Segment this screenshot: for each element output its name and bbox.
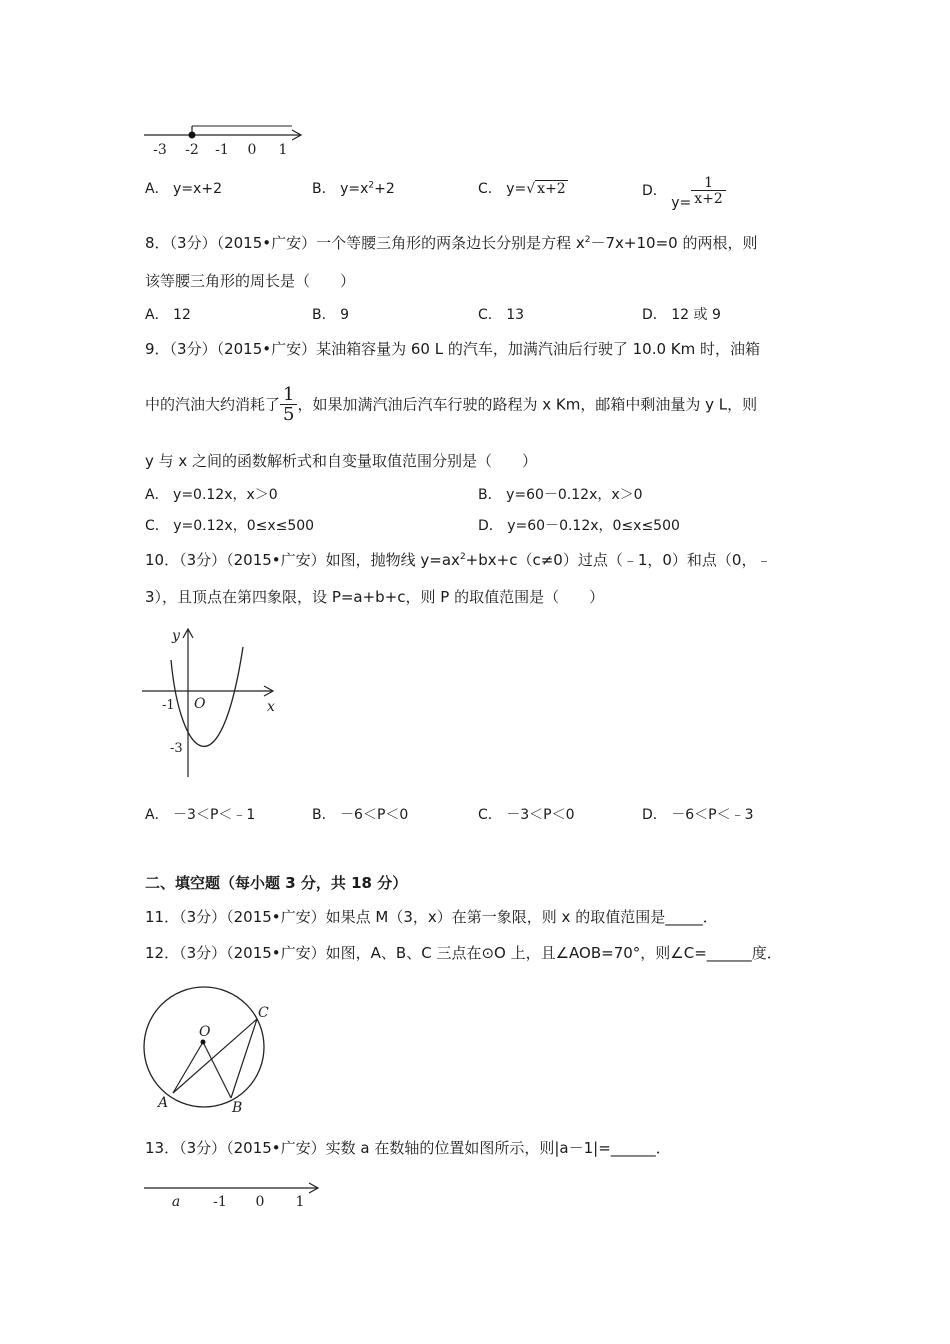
solid-point — [189, 132, 196, 139]
q13-text: 13．（3分）（2015•广安）实数 a 在数轴的位置如图所示，则|a－1|=______． — [145, 1139, 671, 1157]
q8-line-1: 8．（3分）（2015•广安）一个等腰三角形的两条边长分别是方程 $x^2-7x+10=0$ 的两根，则 — [145, 234, 758, 252]
number-line-graph-1 — [140, 118, 310, 160]
q8-option-b: B． 9 — [312, 307, 349, 323]
label-b: B — [232, 1100, 243, 1116]
q10-option-c: C． －3＜P＜0 — [478, 807, 575, 823]
q9-option-c: C． y=0.12x，0≤x≤500 — [145, 518, 315, 534]
tick-label: 1 — [278, 142, 288, 158]
label-c: C — [258, 1005, 269, 1021]
section-2-title: 二、填空题（每小题 3 分，共 18 分） — [145, 874, 408, 892]
label-a: A — [158, 1095, 169, 1111]
tick-label: -1 — [215, 142, 229, 158]
q9-option-a: A． y=0.12x，x＞0 — [145, 487, 278, 503]
tick-label: a — [171, 1194, 181, 1210]
x-tick-label: -1 — [162, 698, 175, 713]
x-axis-label: x — [267, 699, 275, 715]
q9-line-3: y 与 x 之间的函数解析式和自变量取值范围分别是（ ） — [145, 452, 538, 470]
q7-option-d: D． y= $\frac{1}{x+2}$ — [642, 176, 726, 206]
circle-figure — [138, 980, 283, 1118]
parabola-curve — [171, 647, 243, 746]
q9-line-1: 9．（3分）（2015•广安）某油箱容量为 60 L 的汽车，加满汽油后行驶了 10.0 Km 时，油箱 — [145, 340, 761, 358]
y-axis-label: y — [172, 628, 180, 644]
tick-label: 0 — [255, 1194, 265, 1210]
tick-label: -3 — [153, 142, 167, 158]
q10-option-d: D． －6＜P＜﹣3 — [642, 807, 754, 823]
tick-label: 0 — [247, 142, 257, 158]
q10-line-2: 3），且顶点在第四象限，设 P=a+b+c，则 P 的取值范围是（ ） — [145, 588, 605, 606]
q9-option-b: B． y=60－0.12x，x＞0 — [478, 487, 643, 503]
q10-option-b: B． －6＜P＜0 — [312, 807, 409, 823]
q9-option-d: D． y=60－0.12x，0≤x≤500 — [478, 518, 680, 534]
q9-line-2: 中的汽油大约消耗了 $\frac{1}{5}$ ，如果加满汽油后汽车行驶的路程为 x Km，邮箱中剩油量为 y L，则 — [145, 384, 758, 425]
origin-label: O — [194, 696, 206, 712]
center-point — [201, 1040, 206, 1045]
y-tick-label: -3 — [170, 741, 183, 756]
tick-label: 1 — [295, 1194, 305, 1210]
q8-option-a: A． 12 — [145, 307, 191, 323]
q7-option-a: A． y=x+2 — [145, 181, 222, 197]
q10-option-a: A． －3＜P＜﹣1 — [145, 807, 256, 823]
q8-line-2: 该等腰三角形的周长是（ ） — [145, 272, 356, 290]
tick-label: -2 — [185, 142, 199, 158]
q7-option-c: C． y=√ x+2 — [478, 181, 566, 197]
q8-option-c: C． 13 — [478, 307, 525, 323]
circle-o — [144, 987, 264, 1107]
q10-line-1: 10．（3分）（2015•广安）如图，抛物线 $y=ax^2+bx+c(c\ne 0)$过点（﹣1，0）和点（0，﹣ — [145, 551, 772, 569]
q11-text: 11．（3分）（2015•广安）如果点 M（3，x）在第一象限，则 x 的取值范围是_____． — [145, 908, 718, 926]
parabola-graph — [140, 622, 290, 780]
q7-option-b: B． $y=x^2+2$ — [312, 180, 395, 197]
label-o: O — [199, 1024, 211, 1040]
q12-text: 12．（3分）（2015•广安）如图，A、B、C 三点在⊙O 上，且∠AOB=70°，则∠C=______度． — [145, 944, 782, 962]
number-line-graph-2 — [140, 1178, 330, 1214]
q8-option-d: D． 12 或 9 — [642, 307, 721, 323]
tick-label: -1 — [213, 1194, 227, 1210]
